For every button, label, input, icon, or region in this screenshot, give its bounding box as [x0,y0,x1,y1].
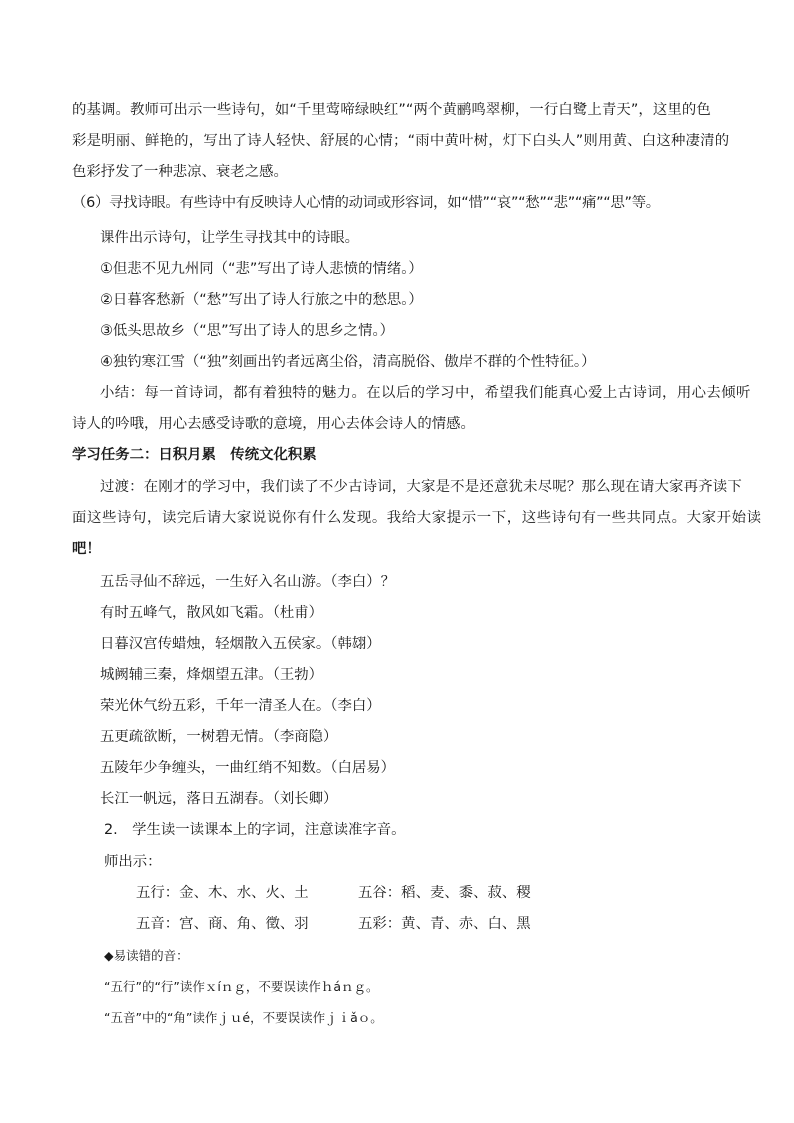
poem-line: 荣光休气纷五彩，千年一清圣人在。（李白） [100,698,381,714]
paragraph-line: 彩是明丽、鲜艳的，写出了诗人轻快、舒展的心情；“雨中黄叶树，灯下白头人”则用黄、白这种凄清的 [72,133,730,149]
poem-example-1: ①但悲不见九州同（“悲”写出了诗人悲愤的情绪。） [100,261,423,277]
paragraph-line: 色彩抒发了一种悲凉、衰老之感。 [72,164,288,180]
teacher-shows-label: 师出示： [104,854,162,870]
transition-line: 面这些诗句，读完后请大家说说你有什么发现。我给大家提示一下，这些诗句有一些共同点。大家开始读 [72,510,762,526]
term-wucai: 五彩：黄、青、赤、白、黑 [358,916,531,932]
section-heading: 学习任务二：日积月累 传统文化积累 [72,447,317,463]
pronunciation-note: “五行”的“行”读作ｘíｎｇ，不要误读作ｈáｎｇ。 [104,979,379,994]
summary-line: 诗人的吟哦，用心去感受诗歌的意境，用心去体会诗人的情感。 [72,416,475,432]
term-wuyin: 五音：宫、商、角、徵、羽 [136,916,309,932]
pronunciation-note: “五音”中的“角”读作ｊｕé，不要误读作ｊｉǎｏ。 [104,1010,383,1025]
term-wugu: 五谷：稻、麦、黍、菽、稷 [358,885,531,901]
term-wuxing: 五行：金、木、水、火、土 [136,885,309,901]
list-item-6-heading: （6）寻找诗眼。有些诗中有反映诗人心情的动词或形容词，如“惜”“哀”“愁”“悲”“痛”“思”等。 [72,195,660,211]
poem-line: 五陵年少争缠头，一曲红绡不知数。（白居易） [100,760,396,776]
poem-example-2: ②日暮客愁新（“愁”写出了诗人行旅之中的愁思。） [100,292,423,308]
transition-line: 吧！ [72,541,101,557]
step-2-line: 2. 学生读一读课本上的字词，注意读准字音。 [104,822,406,838]
paragraph-line: 的基调。教师可出示一些诗句，如“千里莺啼绿映红”“两个黄鹂鸣翠柳，一行白鹭上青天”，这里的色 [72,102,711,118]
poem-line: 五岳寻仙不辞远，一生好入名山游。（李白）？ [100,574,396,590]
poem-example-4: ④独钓寒江雪（“独”刻画出钓者远离尘俗，清高脱俗、傲岸不群的个性特征。） [100,354,596,370]
poem-example-3: ③低头思故乡（“思”写出了诗人的思乡之情。） [100,323,395,339]
paragraph-line: 课件出示诗句，让学生寻找其中的诗眼。 [100,230,360,246]
summary-line: 小结：每一首诗词，都有着独特的魅力。在以后的学习中，希望我们能真心爱上古诗词，用心去倾听 [100,385,751,401]
poem-line: 长江一帆远，落日五湖春。（刘长卿） [100,791,338,807]
poem-line: 五更疏欲断，一树碧无情。（李商隐） [100,729,338,745]
poem-line: 城阙辅三秦，烽烟望五津。（王勃） [100,667,324,683]
transition-line: 过渡：在刚才的学习中，我们读了不少古诗词，大家是不是还意犹未尽呢？那么现在请大家再齐读下 [100,479,742,495]
poem-line: 有时五峰气，散风如飞霜。（杜甫） [100,605,324,621]
poem-line: 日暮汉宫传蜡烛，轻烟散入五侯家。（韩翃） [100,636,381,652]
mispronounce-heading: ◆易读错的音： [104,948,189,963]
